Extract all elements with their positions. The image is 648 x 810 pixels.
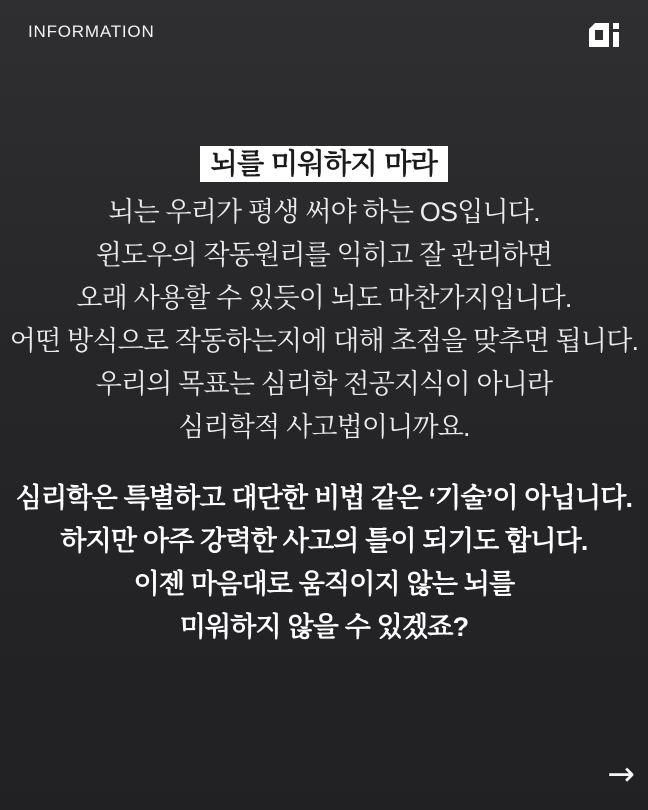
emphasis-paragraph bbox=[0, 477, 648, 649]
emphasis-line: 이젠 마음대로 움직이지 않는 뇌를 bbox=[133, 569, 515, 599]
emphasis-line: 심리학은 특별하고 대단한 비법 같은 ‘기술’이 아닙니다. bbox=[15, 483, 633, 513]
body-line: 심리학적 사고법이니까요. bbox=[178, 412, 470, 442]
di-logo-icon bbox=[586, 21, 622, 49]
card-main bbox=[0, 50, 648, 649]
body-line: 윈도우의 작동원리를 익히고 잘 관리하면 bbox=[95, 240, 553, 270]
card-header bbox=[0, 0, 648, 50]
body-line: 우리의 목표는 심리학 전공지식이 아니라 bbox=[95, 369, 553, 399]
emphasis-line: 하지만 아주 강력한 사고의 틀이 되기도 합니다. bbox=[60, 526, 588, 556]
information-label: INFORMATION bbox=[28, 22, 155, 41]
emphasis-line: 미워하지 않을 수 있겠죠? bbox=[179, 612, 469, 642]
body-paragraph bbox=[0, 191, 648, 449]
body-line: 오래 사용할 수 있듯이 뇌도 마찬가지입니다. bbox=[76, 283, 572, 313]
next-arrow-button[interactable]: → bbox=[607, 754, 635, 793]
body-line: 어떤 방식으로 작동하는지에 대해 초점을 맞추면 됩니다. bbox=[9, 326, 639, 356]
body-line: 뇌는 우리가 평생 써야 하는 OS입니다. bbox=[108, 197, 540, 227]
page-title: 뇌를 미워하지 마라 bbox=[200, 146, 449, 182]
